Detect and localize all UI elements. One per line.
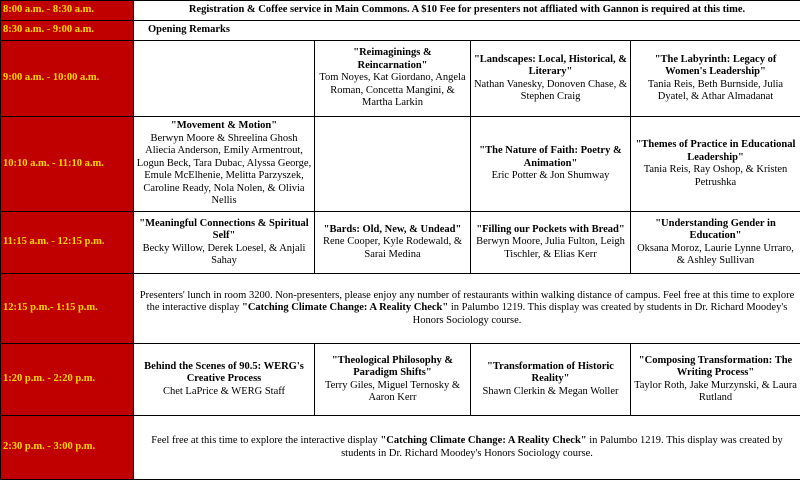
time-cell: 10:10 a.m. - 11:10 a.m. — [1, 117, 134, 212]
row-session-2 — [1, 117, 800, 212]
session-presenters: Berwyn Moore, Julia Fulton, Leigh Tischler, & Elias Kerr — [476, 236, 625, 260]
session-cell — [631, 117, 800, 212]
lunch-text-b: in Palumbo 1219. This display was created by students in Dr. Richard Moodey's Honors Sociology course. — [412, 302, 788, 326]
session-title: "Movement & Motion" — [170, 120, 278, 132]
session-cell — [631, 41, 800, 117]
session-title: "The Nature of Faith: Poetry & Animation" — [479, 145, 622, 169]
row-registration — [1, 1, 800, 21]
time-cell: 8:30 a.m. - 9:00 a.m. — [1, 21, 134, 41]
session-cell — [471, 344, 631, 416]
session-presenters: Tania Reis, Ray Oshop, & Kristen Petrushka — [643, 164, 788, 188]
registration-text: Registration & Coffee service in Main Commons. A $10 Fee for presenters not affliated with Gannon is required at this time. — [134, 1, 800, 21]
time-cell: 2:30 p.m. - 3:00 p.m. — [1, 416, 134, 480]
display-title: "Catching Climate Change: A Reality Check" — [242, 302, 449, 314]
row-session-3 — [1, 212, 800, 274]
session-title: "Themes of Practice in Educational Leadership" — [635, 139, 796, 163]
session-presenters: Terry Giles, Miguel Ternosky & Aaron Kerr — [324, 379, 461, 403]
session-cell — [134, 344, 315, 416]
session-cell — [471, 41, 631, 117]
session-title: "Transformation of Historic Reality" — [487, 360, 614, 385]
session-presenters: Nathan Vanesky, Donoven Chase, & Stephen Craig — [473, 78, 628, 102]
session-presenters: Chet LaPrice & WERG Staff — [162, 385, 286, 397]
row-session-4 — [1, 344, 800, 416]
session-title: "Understanding Gender in Education" — [655, 217, 776, 241]
row-session-1 — [1, 41, 800, 117]
lunch-text — [134, 274, 800, 344]
time-cell: 11:15 a.m. - 12:15 p.m. — [1, 212, 134, 274]
session-title: "Bards: Old, New, & Undead" — [323, 223, 462, 235]
display-text-b: in Palumbo 1219. This display was created by students in Dr. Richard Moodey's Honors Sociology course. — [341, 435, 783, 459]
session-cell — [315, 344, 471, 416]
session-title: "Meaningful Connections & Spiritual Self" — [139, 217, 309, 241]
row-opening — [1, 21, 800, 41]
session-title: "Reimaginings & Reincarnation" — [353, 47, 432, 71]
session-cell — [134, 117, 315, 212]
display-text-a: Feel free at this time to explore the interactive display — [151, 435, 381, 446]
time-cell: 9:00 a.m. - 10:00 a.m. — [1, 41, 134, 117]
session-cell — [631, 344, 800, 416]
session-presenters: Becky Willow, Derek Loesel, & Anjali Sahay — [142, 242, 306, 266]
session-presenters: Eric Potter & Jon Shumway — [491, 170, 610, 182]
session-presenters: Tom Noyes, Kat Giordano, Angela Roman, Concetta Mangini, & Martha Larkin — [319, 72, 466, 109]
session-presenters: Shawn Clerkin & Megan Woller — [482, 385, 619, 397]
session-cell — [315, 212, 471, 274]
session-cell — [471, 117, 631, 212]
session-title: "Filling our Pockets with Bread" — [476, 223, 625, 235]
display-text — [134, 416, 800, 480]
lunch-text-a: Presenters' lunch in room 3200. Non-presenters, please enjoy any number of restaurants within walking distance of campus. Feel free at this time to explore the interactive display — [139, 289, 795, 314]
session-title: "Composing Transformation: The Writing Process" — [638, 354, 793, 378]
opening-remarks-text: Opening Remarks — [134, 21, 800, 41]
session-cell — [315, 41, 471, 117]
row-display — [1, 416, 800, 480]
session-presenters: Berwyn Moore & Shreelina Ghosh Aliecia Anderson, Emily Armentrout, Logun Beck, Tara Dubac, Alyssa George, Emule McElhenie, Melitta Parzyszek, Caroline Ready, Nola Nolen, & Olivia Nellis — [136, 132, 312, 207]
row-lunch — [1, 274, 800, 344]
session-presenters: Taylor Roth, Jake Murzynski, & Laura Rutland — [634, 379, 797, 403]
session-presenters: Tania Reis, Beth Burnside, Julia Dyatel, & Athar Almadanat — [647, 78, 784, 102]
session-title: Behind the Scenes of 90.5: WERG's Creative Process — [144, 360, 304, 385]
session-presenters: Rene Cooper, Kyle Rodewald, & Sarai Medina — [323, 236, 462, 260]
session-cell — [631, 212, 800, 274]
session-title: "The Labyrinth: Legacy of Women's Leadership" — [654, 53, 777, 77]
display-title: "Catching Climate Change: A Reality Check" — [380, 435, 587, 446]
session-cell — [134, 212, 315, 274]
time-cell: 12:15 p.m.- 1:15 p.m. — [1, 274, 134, 344]
session-title: "Landscapes: Local, Historical, & Literary" — [473, 53, 628, 77]
empty-cell — [134, 41, 315, 117]
time-cell: 1:20 p.m. - 2:20 p.m. — [1, 344, 134, 416]
session-title: "Theological Philosophy & Paradigm Shifts" — [331, 354, 454, 378]
empty-cell — [315, 117, 471, 212]
time-cell: 8:00 a.m. - 8:30 a.m. — [1, 1, 134, 21]
session-presenters: Oksana Moroz, Laurie Lynne Urraro, & Ashley Sullivan — [637, 242, 794, 266]
session-cell — [471, 212, 631, 274]
